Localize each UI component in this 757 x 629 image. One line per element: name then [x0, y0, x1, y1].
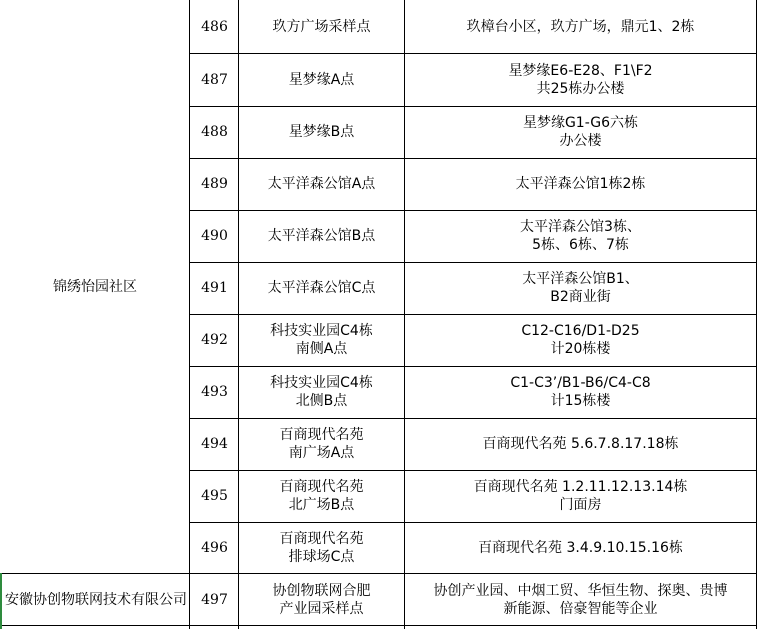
coverage-area-cell[interactable]: C1-C3’/B1-B6/C4-C8 计15栋楼	[510, 375, 651, 409]
sampling-site-cell[interactable]: 玖方广场采样点	[272, 18, 371, 35]
coverage-area-cell[interactable]: 玖樟台小区，玖方广场，鼎元1、2栋	[466, 18, 695, 35]
grid-line	[189, 0, 190, 629]
sampling-site-cell[interactable]: 百商现代名苑 排球场C点	[279, 530, 364, 565]
coverage-area-cell[interactable]: 协创产业园、中烟工贸、华恒生物、探奥、贵博 新能源、倍豪智能等企业	[433, 582, 728, 617]
sampling-site-cell[interactable]: 太平洋森公馆C点	[267, 280, 376, 296]
coverage-area-cell[interactable]: 太平洋森公馆1栋2栋	[515, 176, 646, 192]
grid-line	[189, 522, 757, 523]
grid-line	[0, 573, 757, 574]
coverage-area-cell[interactable]: 百商现代名苑 1.2.11.12.13.14栋 门面房	[473, 479, 688, 513]
sampling-site-cell[interactable]: 太平洋森公馆B点	[267, 228, 376, 244]
sampling-site-cell[interactable]: 协创物联网合肥 产业园采样点	[272, 582, 371, 617]
coverage-area-cell[interactable]: 太平洋森公馆3栋、 5栋、6栋、7栋	[520, 219, 641, 253]
sampling-site-cell[interactable]: 星梦缘B点	[288, 124, 355, 140]
grid-line	[189, 210, 757, 211]
coverage-area-cell[interactable]: C12-C16/D1-D25 计20栋楼	[521, 323, 640, 357]
grid-line	[189, 158, 757, 159]
grid-line	[189, 418, 757, 419]
row-number-cell[interactable]: 497	[201, 591, 228, 608]
row-number-cell[interactable]: 493	[201, 384, 228, 400]
row-number-cell[interactable]: 495	[201, 488, 228, 504]
row-number-cell[interactable]: 494	[201, 436, 228, 452]
sampling-site-cell[interactable]: 太平洋森公馆A点	[267, 176, 376, 192]
row-number-cell[interactable]: 489	[201, 176, 228, 192]
coverage-area-cell[interactable]: 星梦缘E6-E28、F1\F2 共25栋办公楼	[508, 62, 653, 97]
community-cell-jinxiu[interactable]	[0, 0, 190, 573]
grid-line	[189, 262, 757, 263]
community-label: 锦绣怡园社区	[53, 278, 137, 295]
row-number-cell[interactable]: 488	[201, 124, 228, 140]
row-number-cell[interactable]: 487	[201, 71, 228, 88]
row-number-cell[interactable]: 492	[201, 332, 228, 348]
row-number-cell[interactable]: 491	[201, 280, 228, 296]
grid-line	[0, 625, 757, 626]
row-number-cell[interactable]: 486	[201, 18, 228, 35]
company-cell-xiechuang[interactable]	[2, 573, 190, 626]
sampling-site-cell[interactable]: 科技实业园C4栋 南侧A点	[270, 323, 373, 357]
grid-line	[238, 0, 239, 629]
grid-line	[189, 106, 757, 107]
coverage-area-cell[interactable]: 百商现代名苑 3.4.9.10.15.16栋	[478, 539, 683, 556]
grid-line	[189, 53, 757, 54]
company-label: 安徽协创物联网技术有限公司	[5, 591, 187, 608]
row-number-cell[interactable]: 490	[201, 228, 228, 244]
sampling-site-cell[interactable]: 百商现代名苑 北广场B点	[279, 479, 364, 513]
coverage-area-cell[interactable]: 百商现代名苑 5.6.7.8.17.18栋	[482, 436, 679, 452]
row-number-cell[interactable]: 496	[201, 539, 228, 556]
selection-edge-marker	[0, 573, 2, 629]
sampling-site-cell[interactable]: 百商现代名苑 南广场A点	[279, 427, 364, 461]
sampling-site-cell[interactable]: 科技实业园C4栋 北侧B点	[270, 375, 373, 409]
coverage-area-cell[interactable]: 星梦缘G1-G6六栋 办公楼	[522, 115, 639, 149]
grid-line	[189, 314, 757, 315]
grid-line	[189, 470, 757, 471]
coverage-area-cell[interactable]: 太平洋森公馆B1、 B2商业街	[522, 271, 639, 305]
sampling-site-cell[interactable]: 星梦缘A点	[288, 71, 355, 88]
grid-line	[404, 0, 405, 629]
grid-line	[189, 366, 757, 367]
